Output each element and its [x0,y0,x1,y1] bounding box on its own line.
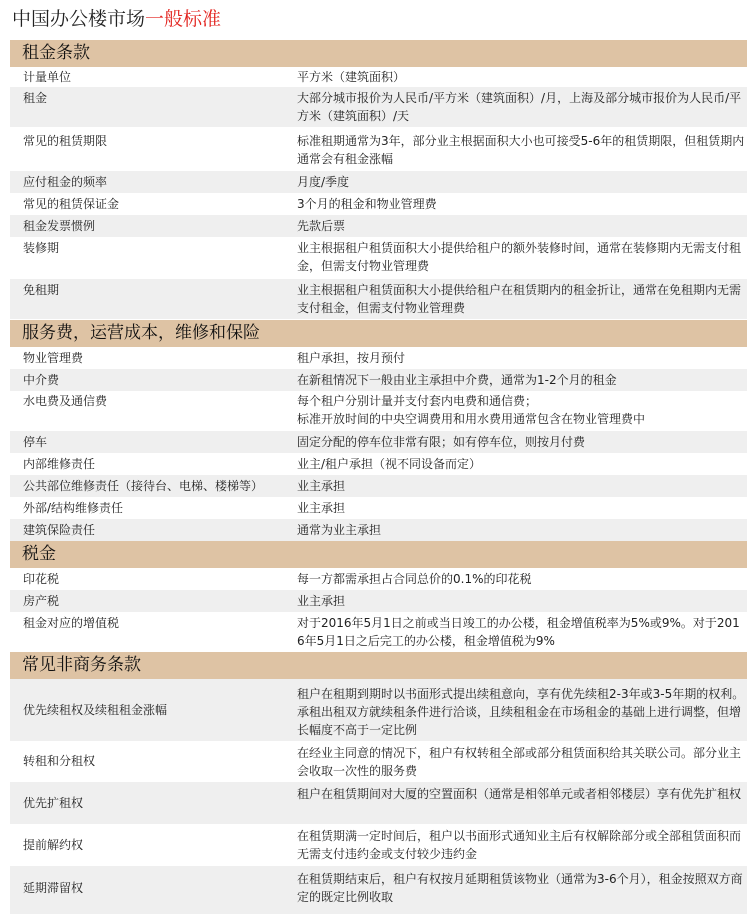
row-label: 常见的租赁期限 [23,134,108,148]
row-value: 对于2016年5月1日之前或当日竣工的办公楼，租金增值税率为5%或9%。对于2016年5月1日之后完工的办公楼，租金增值税为9% [297,616,740,648]
row-value: 在租赁期满一定时间后，租户以书面形式通知业主后有权解除部分或全部租赁面积而无需支付违约金或支付较少违约金 [297,829,742,861]
row-label: 停车 [23,435,48,449]
row-value: 业主承担 [297,501,346,515]
table-row [10,237,747,279]
table-row [10,568,747,590]
table-row [10,127,747,171]
row-value: 平方米（建筑面积） [297,70,406,84]
row-label: 房产税 [23,594,60,608]
row-label: 优先扩租权 [23,796,84,810]
row-label: 印花税 [23,572,60,586]
row-value: 业主承担 [297,594,346,608]
row-label: 水电费及通信费 [23,394,108,408]
row-label: 建筑保险责任 [23,523,96,537]
table-row [10,519,747,541]
row-value: 业主根据租户租赁面积大小提供给租户的额外装修时间，通常在装修期内无需支付租金，但需支付物业管理费 [297,241,742,273]
row-value: 每个租户分别计量并支付套内电费和通信费； 标准开放时间的中央空调费用和用水费用通常包含在物业管理费中 [297,394,646,426]
row-label: 应付租金的频率 [23,175,108,189]
table-row [10,453,747,475]
table-row [10,369,747,391]
table-row [10,67,747,87]
table-row [10,679,747,741]
row-label: 租金对应的增值税 [23,616,120,630]
row-label: 延期滞留权 [23,881,84,895]
table-row [10,279,747,319]
row-label: 常见的租赁保证金 [23,197,120,211]
table-row [10,497,747,519]
row-value: 租户在租赁期间对大厦的空置面积（通常是相邻单元或者相邻楼层）享有优先扩租权 [297,787,742,801]
row-label: 计量单位 [23,70,72,84]
row-label: 免租期 [23,283,60,297]
table-row [10,193,747,215]
title-main: 中国办公楼市场 [12,8,146,30]
table-row [10,171,747,193]
section-heading-taxes: 税金 [10,541,747,568]
row-value: 月度/季度 [297,175,350,189]
table-row [10,741,747,782]
row-label: 内部维修责任 [23,457,96,471]
table-row [10,347,747,369]
row-label: 转租和分租权 [23,754,96,768]
row-value: 先款后票 [297,219,346,233]
row-value: 业主根据租户租赁面积大小提供给租户在租赁期内的租金折让，通常在免租期内无需支付租金，但需支付物业管理费 [297,283,742,315]
row-value: 租户在租期到期时以书面形式提出续租意向，享有优先续租2-3年或3-5年期的权利。承租出租双方就续租条件进行洽谈，且续租租金在市场租金的基础上进行调整，但增长幅度不高于一定比例 [297,687,745,737]
row-label: 装修期 [23,241,60,255]
table-row [10,215,747,237]
row-value: 固定分配的停车位非常有限；如有停车位，则按月付费 [297,435,586,449]
row-value: 在租赁期结束后，租户有权按月延期租赁该物业（通常为3-6个月），租金按照双方商定的既定比例收取 [297,872,743,904]
table-row [10,612,747,652]
page-title [12,6,221,32]
row-label: 公共部位维修责任（接待台、电梯、楼梯等） [23,479,264,493]
table-row [10,431,747,453]
table-row [10,590,747,612]
row-label: 提前解约权 [23,838,84,852]
row-label: 中介费 [23,373,60,387]
row-label: 租金发票惯例 [23,219,96,233]
row-value: 标准租期通常为3年，部分业主根据面积大小也可接受5-6年的租赁期限，但租赁期内通常会有租金涨幅 [297,134,745,166]
row-label: 租金 [23,91,48,105]
row-value: 大部分城市报价为人民币/平方米（建筑面积）/月，上海及部分城市报价为人民币/平方米（建筑面积）/天 [297,91,742,123]
row-value: 在新租情况下一般由业主承担中介费，通常为1-2个月的租金 [297,373,617,387]
row-value: 3个月的租金和物业管理费 [297,197,437,211]
title-highlight: 一般标准 [145,8,222,30]
row-label: 外部/结构维修责任 [23,501,124,515]
row-value: 业主/租户承担（视不同设备而定） [297,457,482,471]
table-row [10,782,747,824]
table-row [10,824,747,866]
section-heading-service-charges: 服务费，运营成本，维修和保险 [10,320,747,347]
table-row [10,87,747,127]
row-value: 租户承担，按月预付 [297,351,406,365]
row-value: 每一方都需承担占合同总价的0.1%的印花税 [297,572,532,586]
table-row [10,475,747,497]
section-heading-non-commercial: 常见非商务条款 [10,652,747,679]
row-label: 优先续租权及续租租金涨幅 [23,703,168,717]
section-heading-rent-terms: 租金条款 [10,40,747,67]
row-value: 在经业主同意的情况下，租户有权转租全部或部分租赁面积给其关联公司。部分业主会收取一次性的服务费 [297,746,742,778]
row-label: 物业管理费 [23,351,84,365]
table-row [10,391,747,431]
table-row [10,866,747,914]
row-value: 业主承担 [297,479,346,493]
row-value: 通常为业主承担 [297,523,382,537]
